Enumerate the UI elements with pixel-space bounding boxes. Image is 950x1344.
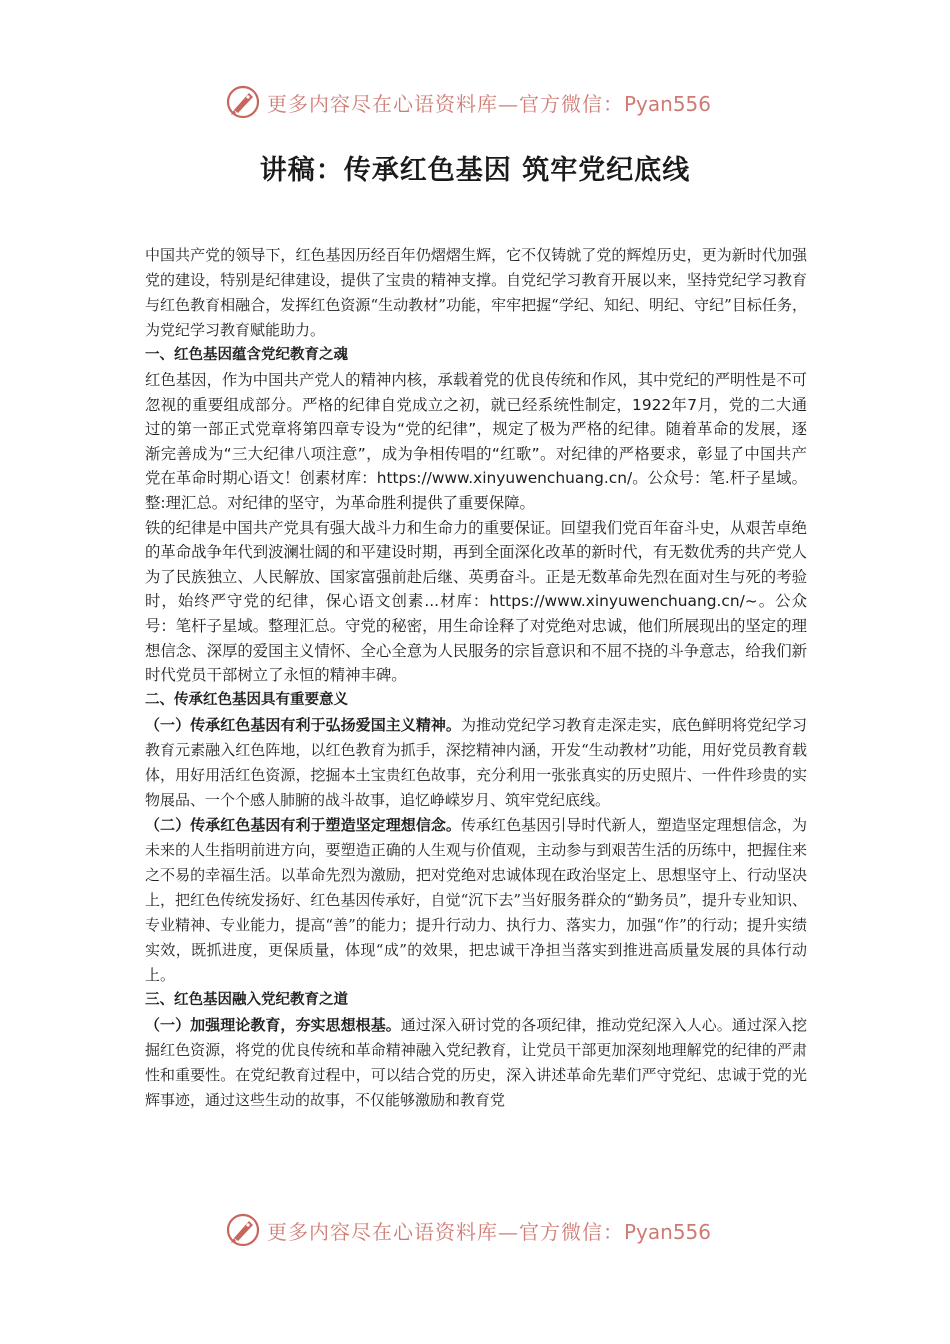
wechat-id: Pyan556 (624, 1219, 712, 1244)
header-banner (225, 82, 725, 122)
section2-item-1 (145, 713, 807, 813)
footer-banner (225, 1210, 725, 1250)
pen-nib-circle-icon (225, 84, 261, 120)
section3-item-1 (145, 1013, 807, 1113)
section2-item-2 (145, 813, 807, 988)
banner-text: 更多内容尽在心语资料库—官方微信：Pyan556 (267, 91, 712, 116)
section1-heading: 一、红色基因蕴含党纪教育之魂 (145, 347, 348, 363)
wechat-id: Pyan556 (624, 91, 712, 116)
document-body (145, 243, 807, 1113)
section2-item-1-lead: （一）传承红色基因有利于弘扬爱国主义精神。 (145, 715, 461, 734)
section3-item-1-lead: （一）加强理论教育，夯实思想根基。 (145, 1015, 401, 1034)
section3-heading: 三、红色基因融入党纪教育之道 (145, 991, 348, 1008)
banner-text: 更多内容尽在心语资料库—官方微信：Pyan556 (267, 1219, 712, 1244)
section2-item-2-lead: （二）传承红色基因有利于塑造坚定理想信念。 (145, 815, 461, 834)
section2-heading: 二、传承红色基因具有重要意义 (145, 691, 348, 708)
section1-paragraph-1: 红色基因，作为中国共产党人的精神内核，承载着党的优良传统和作风，其中党纪的严明性是不可忽视的重要组成部分。严格的纪律自党成立之初，就已经系统性制定，1922年7月，党的二大通过的第一部正式党章将第四章专设为“党的纪律”，规定了极为严格的纪律。随着革命的发展，逐渐完善成为“三大纪律八项注意”，成为争相传唱的“红歌”。对纪律的严格要求，彰显了中国共产党在革命时期心语文！创素材库：https://www.xinyuwenchuang.cn/。公众号：笔.杆子星域。整:理汇总。对纪律的坚守，为革命胜利提供了重要保障。 (145, 371, 807, 512)
intro-paragraph: 中国共产党的领导下，红色基因历经百年仍熠熠生辉，它不仅铸就了党的辉煌历史，更为新时代加强党的建设，特别是纪律建设，提供了宝贵的精神支撑。自党纪学习教育开展以来，坚持党纪学习教育与红色教育相融合，发挥红色资源“生动教材”功能，牢牢把握“学纪、知纪、明纪、守纪”目标任务，为党纪学习教育赋能助力。 (145, 246, 807, 339)
page-title: 讲稿：传承红色基因 筑牢党纪底线 (259, 155, 691, 186)
section2-item-2-text: 传承红色基因引导时代新人，塑造坚定理想信念，为未来的人生指明前进方向，要塑造正确的人生观与价值观，主动参与到艰苦生活的历练中，把握住来之不易的幸福生活。以革命先烈为激励，把对党绝对忠诚体现在政治坚定上、思想坚守上、行动坚决上，把红色传统发扬好、红色基因传承好，自觉“沉下去”当好服务群众的“勤务员”，提升专业知识、专业精神、专业能力，提高“善”的能力；提升行动力、执行力、落实力，加强“作”的行动；提升实绩实效，既抓进度，更保质量，体现“成”的效果，把忠诚干净担当落实到推进高质量发展的具体行动上。 (145, 815, 807, 984)
section2-item-1-text: 为推动党纪学习教育走深走实，底色鲜明将党纪学习教育元素融入红色阵地，以红色教育为抓手，深挖精神内涵，开发“生动教材”功能，用好党员教育载体，用好用活红色资源，挖掘本土宝贵红色故事，充分利用一张张真实的历史照片、一件件珍贵的实物展品、一个个感人肺腑的战斗故事，追忆峥嵘岁月、筑牢党纪底线。 (145, 715, 807, 809)
pen-nib-circle-icon (225, 1212, 261, 1248)
section3-item-1-text: 通过深入研讨党的各项纪律，推动党纪深入人心。通过深入挖掘红色资源，将党的优良传统和革命精神融入党纪教育，让党员干部更加深刻地理解党的纪律的严肃性和重要性。在党纪教育过程中，可以结合党的历史，深入讲述革命先辈们严守党纪、忠诚于党的光辉事迹，通过这些生动的故事，不仅能够激励和教育党 (145, 1015, 807, 1109)
section1-paragraph-2: 铁的纪律是中国共产党具有强大战斗力和生命力的重要保证。回望我们党百年奋斗史，从艰苦卓绝的革命战争年代到波澜壮阔的和平建设时期，再到全面深化改革的新时代，有无数优秀的共产党人为了民族独立、人民解放、国家富强前赴后继、英勇奋斗。正是无数革命先烈在面对生与死的考验时，始终严守党的纪律，保心语文创素...材库：https://www.xinyuwenchuang.cn/~。公众号：笔杆子星域。整理汇总。守党的秘密，用生命诠释了对党绝对忠诚，他们所展现出的坚定的理想信念、深厚的爱国主义情怀、全心全意为人民服务的宗旨意识和不屈不挠的斗争意志，给我们新时代党员干部树立了永恒的精神丰碑。 (145, 518, 807, 685)
